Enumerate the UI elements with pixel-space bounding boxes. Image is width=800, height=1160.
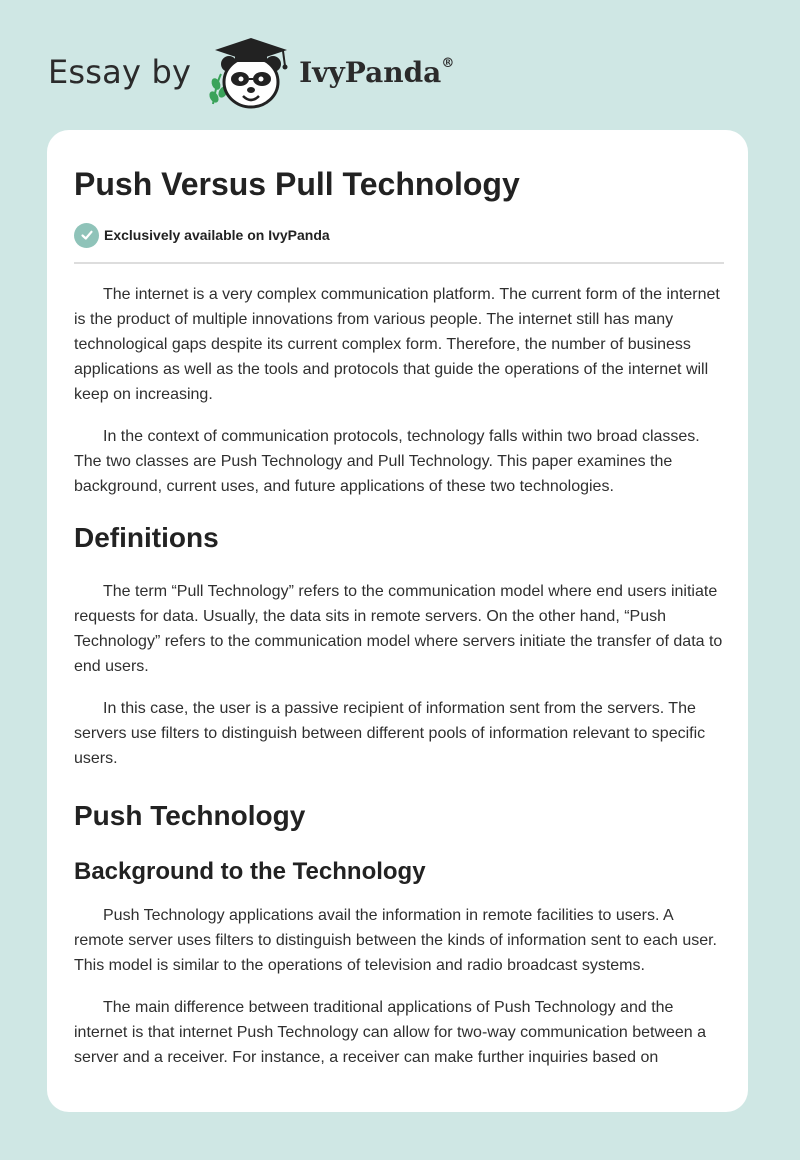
registered-mark: ® (441, 56, 455, 72)
check-circle-icon (74, 223, 99, 248)
title-divider (74, 262, 724, 264)
page-title: Push Versus Pull Technology (74, 166, 520, 202)
subsection-heading-background: Background to the Technology (74, 858, 426, 885)
exclusive-badge-text: Exclusively available on IvyPanda (104, 227, 330, 243)
paragraph: The term “Pull Technology” refers to the communication model where end users initiate requests for data. Usually, the data sits in remote servers. On the other hand, “Push Technology” refers to the communication model where servers initiate the transfer of data to end users. (74, 583, 723, 675)
exclusive-badge (74, 222, 724, 248)
paragraph: The main difference between traditional applications of Push Technology and the internet is that internet Push Technology can allow for two-way communication between a server and a receiver. For instance, a receiver can make further inquiries based on (74, 999, 707, 1066)
paragraph: In the context of communication protocols, technology falls within two broad classes. The two classes are Push Technology and Pull Technology. This paper examines the background, current uses, and future applications of these two technologies. (74, 428, 700, 495)
section-heading-definitions: Definitions (74, 522, 219, 553)
paragraph: The internet is a very complex communication platform. The current form of the internet is the product of multiple innovations from various people. The internet still has many technological gaps despite its current complex form. Therefore, the number of business applications as well as the tools and protocols that guide the operations of the internet will keep on increasing. (74, 286, 720, 403)
brand-name[interactable]: IvyPanda® (299, 55, 455, 89)
essay-by-label: Essay by (48, 53, 192, 91)
paragraph: Push Technology applications avail the information in remote facilities to users. A remote server uses filters to distinguish between the kinds of information sent to each user. This model is similar to the operations of television and radio broadcast systems. (74, 907, 717, 974)
section-heading-push-technology: Push Technology (74, 800, 306, 831)
paragraph: In this case, the user is a passive recipient of information sent from the servers. The servers use filters to distinguish between different pools of information relevant to specific users. (74, 700, 706, 767)
site-header (48, 34, 454, 110)
panda-graduate-icon (203, 34, 295, 110)
essay-card (47, 130, 748, 1112)
